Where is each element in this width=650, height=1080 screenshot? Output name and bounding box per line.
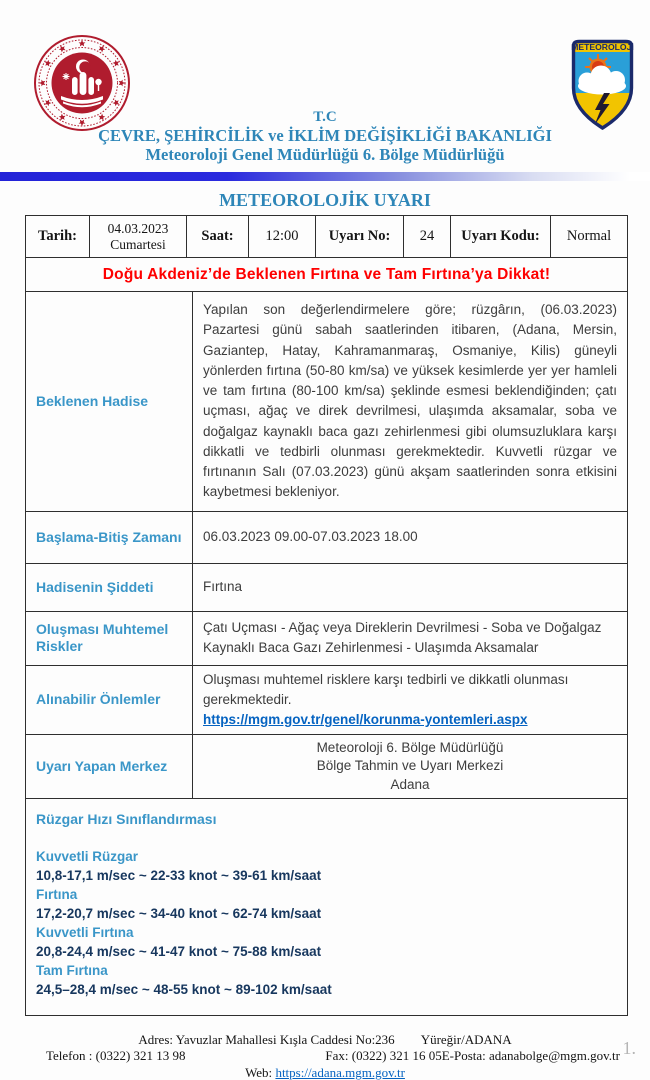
hadisenin-siddeti-label: Hadisenin Şiddeti (26, 563, 193, 611)
beklenen-hadise-text: Yapılan son değerlendirmelere göre; rüzgârın, (06.03.2023) Pazartesi günü sabah saatlerinden itibaren, (Adana, Mersin, Gaziantep, Hatay, Kahramanmaraş, Osmaniye, Kilis) güneyli yönlerden fırtına (50-80 km/sa) ve yüksek kesimlerde yer yer hamleli ve tam fırtına (80-100 km/sa) şeklinde esmesi beklendiğinden; çatı uçması, ağaç ve direk devrilmesi, ulaşımda aksamalar, soba ve doğalgaz kaynaklı baca gazı zehirlenmesi gibi olumsuzluklara karşı dikkatli ve tedbirli olunması gerekmektedir. Kuvvetli rüzgar ve fırtınanın Salı (07.03.2023) günü akşam saatlerinden sonra etkisini kaybetmesi bekleniyor. (193, 292, 628, 512)
baslama-bitis-label: Başlama-Bitiş Zamanı (26, 511, 193, 563)
wind-classification-title: Rüzgar Hızı Sınıflandırması (36, 810, 217, 827)
merkez-line1: Meteoroloji 6. Bölge Müdürlüğü (316, 740, 504, 756)
uyari-no-label: Uyarı No: (316, 216, 404, 258)
alinabilir-onlemler-cell (193, 665, 628, 735)
saat-value: 12:00 (249, 216, 316, 258)
uyari-kodu-value: Normal (551, 216, 628, 258)
merkez-line2: Bölge Tahmin ve Uyarı Merkezi (316, 758, 504, 774)
tarih-date: 04.03.2023 (107, 220, 169, 236)
uyari-yapan-merkez-label: Uyarı Yapan Merkez (26, 735, 193, 799)
warning-detail-table (25, 291, 628, 1016)
merkez-line3: Adana (390, 776, 430, 792)
muhtemel-riskler-label: Oluşması Muhtemel Riskler (26, 611, 193, 665)
uyari-no-value: 24 (404, 216, 451, 258)
tarih-day: Cumartesi (110, 236, 166, 252)
wind-class-name: Kuvvetli Fırtına (36, 924, 134, 940)
wind-class-name: Kuvvetli Rüzgar (36, 848, 139, 864)
tarih-label: Tarih: (26, 216, 90, 258)
ministry-name: ÇEVRE, ŞEHİRCİLİK ve İKLİM DEĞİŞİKLİĞİ BAKANLIĞI (98, 126, 552, 145)
badge-label: METEOROLOJİ (571, 42, 634, 52)
alert-headline: Doğu Akdeniz’de Beklenen Fırtına ve Tam Fırtına’ya Dikkat! (102, 265, 551, 283)
alinabilir-onlemler-label: Alınabilir Önlemler (26, 665, 193, 735)
wind-class-range: 20,8-24,4 m/sec ~ 41-47 knot ~ 75-88 km/saat (36, 943, 322, 959)
footer-adres: Adres: Yavuzlar Mahallesi Kışla Caddesi No:236 (138, 1031, 395, 1047)
page-number: 1. (622, 1038, 636, 1058)
wind-class-range: 10,8-17,1 m/sec ~ 22-33 knot ~ 39-61 km/saat (36, 867, 322, 883)
uyari-kodu-label: Uyarı Kodu: (451, 216, 551, 258)
baslama-bitis-value: 06.03.2023 09.00-07.03.2023 18.00 (193, 511, 628, 563)
alinabilir-onlemler-text: Oluşması muhtemel risklere karşı tedbirli ve dikkatli olunması gerekmektedir. (203, 671, 569, 707)
hadisenin-siddeti-value: Fırtına (193, 563, 628, 611)
wind-class-range: 17,2-20,7 m/sec ~ 34-40 knot ~ 62-74 km/saat (36, 905, 322, 921)
page-title: METEOROLOJİK UYARI (219, 190, 431, 210)
document-header (0, 0, 650, 172)
wind-class-name: Tam Fırtına (36, 962, 108, 978)
blue-gradient-divider (0, 172, 650, 181)
footer-fax-eposta (325, 1048, 620, 1064)
tc-line: T.C (313, 109, 337, 125)
footer-telefon: Telefon : (0322) 321 13 98 (46, 1048, 186, 1064)
korunma-yontemleri-link[interactable]: https://mgm.gov.tr/genel/korunma-yontemleri.aspx (203, 712, 528, 727)
footer-web-label: Web: (245, 1064, 273, 1080)
directorate-name: Meteoroloji Genel Müdürlüğü 6. Bölge Müdürlüğü (145, 145, 505, 164)
document-footer (0, 1032, 650, 1080)
wind-classification-section (26, 798, 628, 1015)
uyari-yapan-merkez-value (193, 735, 628, 799)
warning-meta-table (25, 215, 628, 292)
saat-label: Saat: (187, 216, 249, 258)
footer-contact-line (0, 1047, 650, 1064)
tarih-value (90, 216, 187, 258)
beklenen-hadise-label: Beklenen Hadise (26, 292, 193, 512)
wind-class-range: 24,5–28,4 m/sec ~ 48-55 knot ~ 89-102 km/saat (36, 981, 332, 997)
footer-web-link[interactable]: https://adana.mgm.gov.tr (275, 1064, 405, 1080)
footer-address-line (0, 1032, 650, 1048)
wind-class-name: Fırtına (36, 886, 78, 902)
letterhead (0, 108, 650, 164)
footer-eposta: E-Posta: adanabolge@mgm.gov.tr (441, 1048, 620, 1064)
footer-city: Yüreğir/ADANA (420, 1031, 512, 1047)
muhtemel-riskler-value: Çatı Uçması - Ağaç veya Direklerin Devrilmesi - Soba ve Doğalgaz Kaynaklı Baca Gazı Zehirlenmesi - Ulaşımda Aksamalar (193, 611, 628, 665)
footer-fax: Fax: (0322) 321 16 05 (325, 1048, 442, 1064)
